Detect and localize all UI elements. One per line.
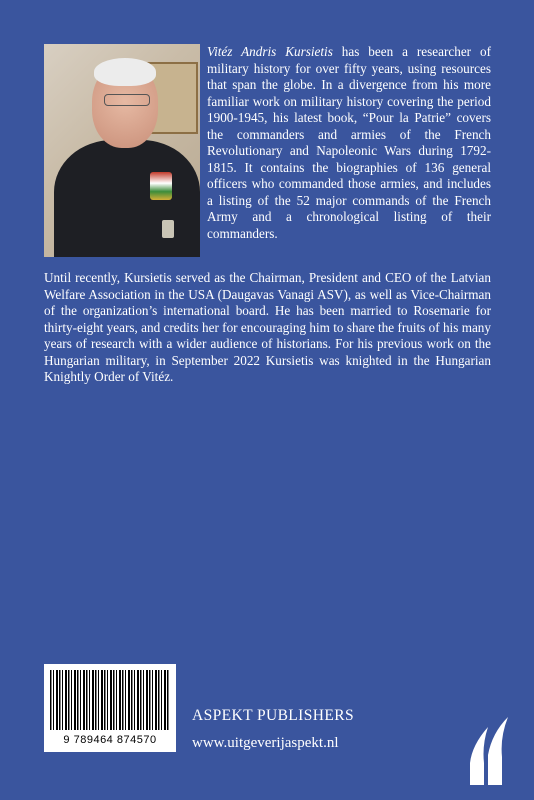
author-background-paragraph: Until recently, Kursietis served as the Chairman, President and CEO of the Latvian Welfare Association in the USA (Daugavas Vanagi ASV), as well as Vice-Chairman of the organization’s international board. He has been married to Rosemarie for thirty-eight years, and credits her for encouraging him to share the fruits of his many years of research with a wider audience of historians. For his previous work on the Hungarian military, in September 2022 Kursietis was knighted in the Hungarian Knightly Order of Vitéz. bbox=[44, 270, 491, 384]
isbn-number: 9 789464 874570 bbox=[63, 734, 157, 746]
photo-glasses bbox=[104, 94, 150, 106]
medal-icon bbox=[150, 172, 172, 200]
barcode-bars bbox=[50, 670, 170, 730]
publisher-website[interactable]: www.uitgeverijaspekt.nl bbox=[192, 735, 339, 751]
author-photo bbox=[44, 44, 200, 257]
author-bio-text: has been a researcher of military history for over fifty years, using resources that span the globe. In a divergence from his more familiar work on military history covering the period 1900-1945, his latest book, “Pour la Patrie” covers the commanders and armies of the French Revolutionary and Napoleonic Wars during 1792-1815. It contains the biographies of 136 general officers who commanded those armies, and includes a listing of the 52 major commands of the French Army and a chronological listing of their commanders. bbox=[207, 44, 491, 241]
photo-hair bbox=[94, 58, 156, 86]
publisher-name: ASPEKT PUBLISHERS bbox=[192, 707, 354, 724]
photo-jacket bbox=[54, 140, 200, 257]
author-name: Vitéz Andris Kursietis bbox=[207, 44, 333, 59]
pin-icon bbox=[162, 220, 174, 238]
isbn-barcode bbox=[44, 664, 176, 752]
author-bio bbox=[207, 44, 491, 242]
publisher-logo-icon bbox=[462, 715, 512, 787]
